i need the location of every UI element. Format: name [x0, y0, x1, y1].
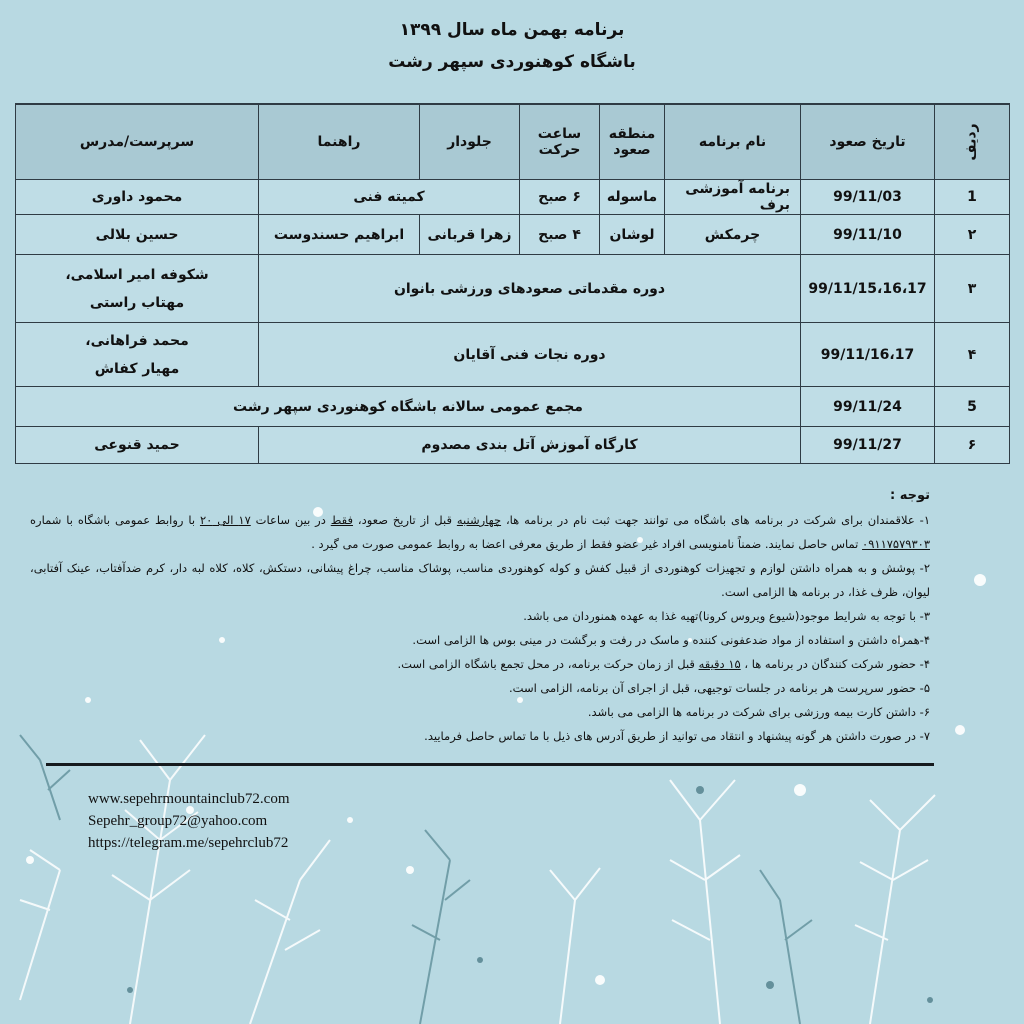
region: ماسوله	[600, 180, 665, 215]
divider-line	[46, 763, 934, 766]
supervisor: محمود داوری	[16, 180, 259, 215]
note-4: ۴-همراه داشتن و استفاده از مواد ضدعفونی کننده و ماسک در رفت و برگشت در مینی بوس ها الزامی است.	[412, 633, 930, 647]
contact-links	[88, 788, 289, 854]
club-name: باشگاه کوهنوردی سپهر رشت	[388, 52, 636, 72]
leader-guide-merged: کمیته فنی	[259, 180, 520, 215]
email-link[interactable]: Sepehr_group72@yahoo.com	[88, 813, 268, 829]
departure-time: ۶ صبح	[520, 180, 600, 215]
header-radif: ردیف	[935, 104, 1010, 180]
note-8: ۷- در صورت داشتن هر گونه پیشنهاد و انتقاد می توانید از طریق آدرس های ذیل با ما تماس حاصل فرمایید.	[424, 729, 930, 743]
table-row	[16, 255, 1010, 323]
title-block	[0, 14, 1024, 78]
row-number: ۳	[935, 255, 1010, 323]
table-row	[16, 323, 1010, 387]
climb-date: 99/11/15،16،17	[801, 255, 935, 323]
program-name: چرمکش	[665, 215, 801, 255]
note-3: ۳- با توجه به شرایط موجود(شیوع ویروس کرونا)تهیه غذا به عهده همنوردان می باشد.	[523, 609, 930, 623]
note-2: ۲- پوشش و به همراه داشتن لوازم و تجهیزات کوهنوردی از قبیل کفش و کوله کوهنوردی مناسب، پوشاک مناسب، چراغ پیشانی، دستکش، کلاه، کلاه لبه دار، کرم ضدآفتاب، عینک آفتابی، لیوان، ظرف غذا، در برنامه ها الزامی است.	[30, 561, 930, 599]
telegram-link[interactable]: https://telegram.me/sepehrclub72	[88, 835, 289, 851]
row-number: 5	[935, 387, 1010, 427]
notes-heading: توجه :	[889, 488, 930, 503]
page-title: برنامه بهمن ماه سال ۱۳۹۹	[399, 20, 625, 40]
departure-time: ۴ صبح	[520, 215, 600, 255]
note-7: ۶- داشتن کارت بیمه ورزشی برای شرکت در برنامه ها الزامی می باشد.	[587, 705, 930, 719]
supervisor-line: مهتاب راستی	[89, 294, 185, 311]
note-1: ۱- علاقمندان برای شرکت در برنامه های باشگاه می توانند جهت ثبت نام در برنامه ها، چهارشنبه قبل از تاریخ صعود، فقط در بین ساعات ۱۷ الی ۲۰ با روابط عمومی باشگاه با شماره ۰۹۱۱۷۵۷۹۳۰۳ تماس حاصل نمایند. ضمناً نامنویسی افراد غیر عضو فقط از طریق معرفی اعضا به روابط عمومی صورت می گیرد .	[30, 513, 930, 551]
supervisor-line: مهیار کفاش	[94, 360, 180, 377]
program-name: برنامه آموزشی برف	[665, 180, 801, 215]
supervisor-line: محمد فراهانی،	[85, 332, 189, 349]
website-link[interactable]: www.sepehrmountainclub72.com	[88, 791, 290, 807]
table-header-row	[16, 104, 1010, 180]
row-number: ۶	[935, 427, 1010, 464]
header-date: تاریخ صعود	[801, 104, 935, 180]
row-number: 1	[935, 180, 1010, 215]
supervisor-line: شکوفه امیر اسلامی،	[65, 266, 209, 283]
leader: زهرا قربانی	[420, 215, 520, 255]
supervisor	[16, 255, 259, 323]
header-leader: جلودار	[420, 104, 520, 180]
supervisor: حسین بلالی	[16, 215, 259, 255]
note-5: ۴- حضور شرکت کنندگان در برنامه ها ، ۱۵ دقیقه قبل از زمان حرکت برنامه، در محل تجمع باشگاه الزامی است.	[397, 657, 930, 671]
climb-date: 99/11/10	[801, 215, 935, 255]
climb-date: 99/11/03	[801, 180, 935, 215]
row-number: ۴	[935, 323, 1010, 387]
header-time: ساعت حرکت	[520, 104, 600, 180]
header-guide: راهنما	[259, 104, 420, 180]
header-region: منطقه صعود	[600, 104, 665, 180]
climb-date: 99/11/16،17	[801, 323, 935, 387]
table-row	[16, 180, 1010, 215]
header-program: نام برنامه	[665, 104, 801, 180]
program-merged: دوره نجات فنی آقایان	[259, 323, 801, 387]
supervisor	[16, 323, 259, 387]
program-merged: مجمع عمومی سالانه باشگاه کوهنوردی سپهر رشت	[16, 387, 801, 427]
table-row	[16, 387, 1010, 427]
climb-date: 99/11/24	[801, 387, 935, 427]
program-merged: دوره مقدماتی صعودهای ورزشی بانوان	[259, 255, 801, 323]
climb-date: 99/11/27	[801, 427, 935, 464]
table-row	[16, 215, 1010, 255]
guide: ابراهیم حسندوست	[259, 215, 420, 255]
table-row	[16, 427, 1010, 464]
header-supervisor: سرپرست/مدرس	[16, 104, 259, 180]
program-merged: کارگاه آموزش آتل بندی مصدوم	[259, 427, 801, 464]
supervisor: حمید قنوعی	[16, 427, 259, 464]
note-6: ۵- حضور سرپرست هر برنامه در جلسات توجیهی، قبل از اجرای آن برنامه، الزامی است.	[509, 681, 930, 695]
row-number: ۲	[935, 215, 1010, 255]
notes-section	[30, 484, 930, 748]
region: لوشان	[600, 215, 665, 255]
schedule-table	[15, 103, 1010, 464]
